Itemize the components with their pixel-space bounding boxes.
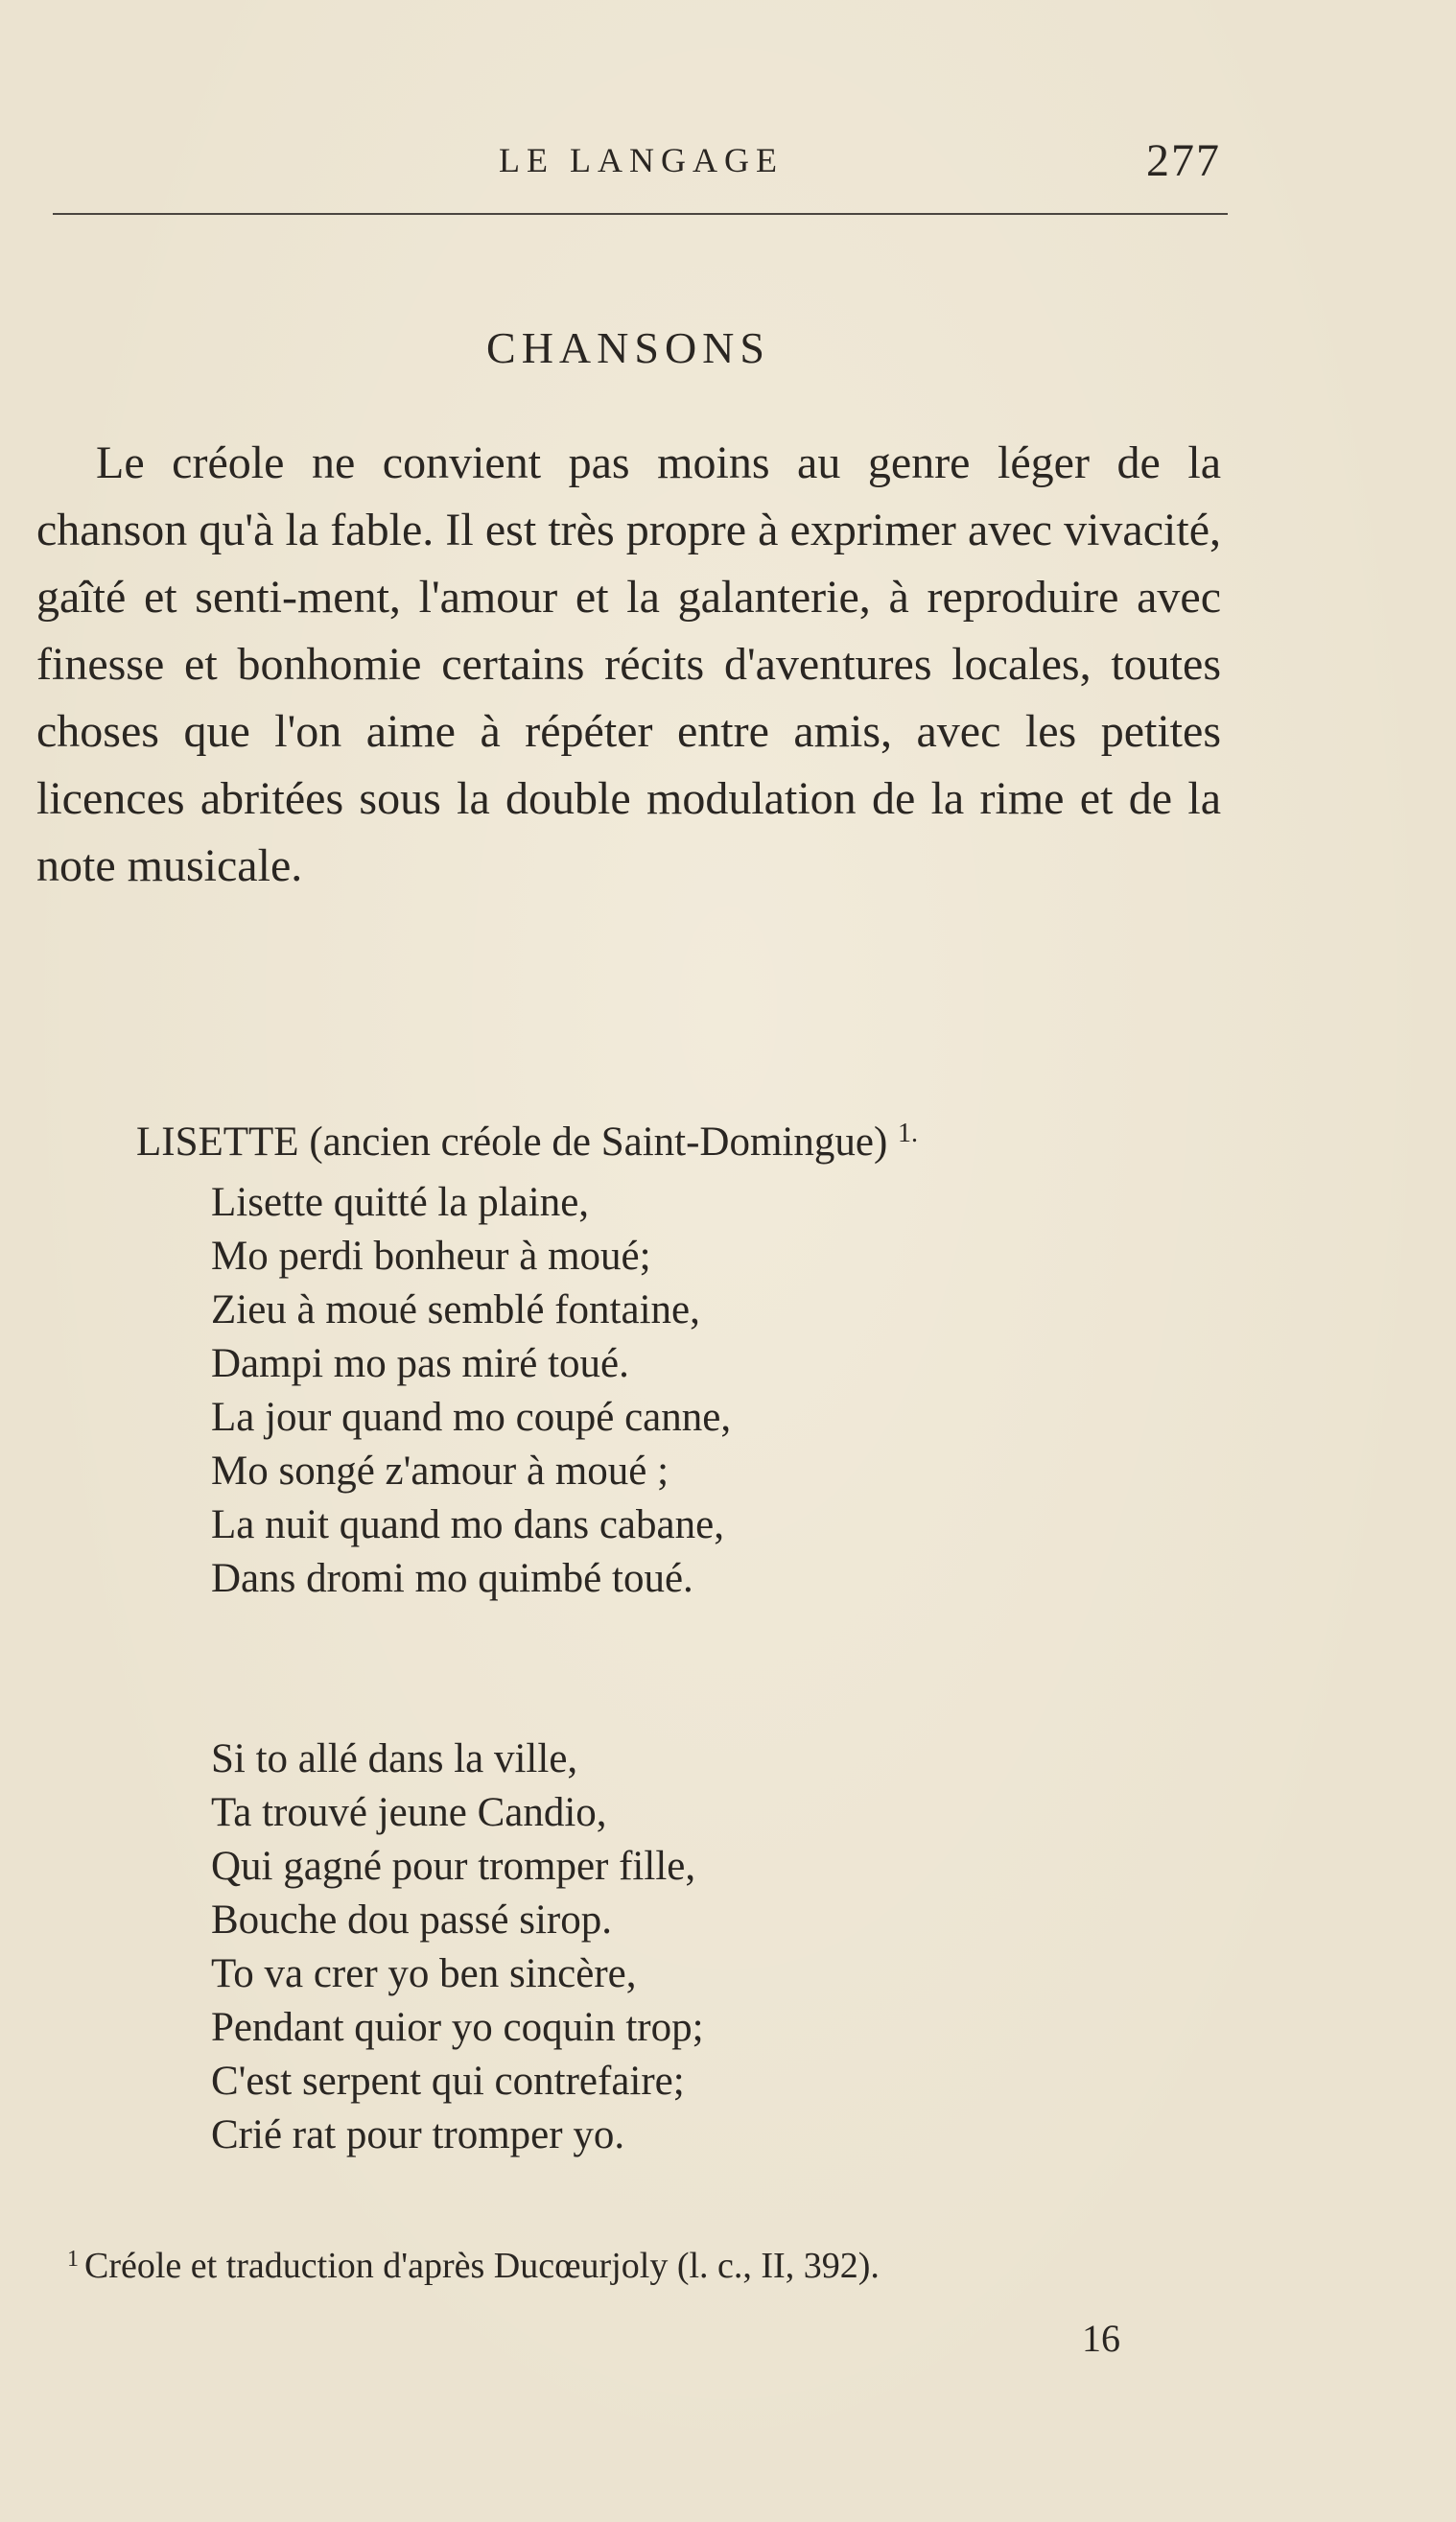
header-rule <box>53 213 1228 215</box>
footnote-mark: 1 <box>67 2247 79 2272</box>
intro-paragraph <box>36 430 1221 900</box>
verse-line: Mo songé z'amour à moué ; <box>211 1449 669 1494</box>
verse-line: Mo perdi bonheur à moué; <box>211 1234 651 1279</box>
stanza-2 <box>211 1732 704 2162</box>
intro-text: Le créole ne convient pas moins au genre léger de la chanson qu'à la fable. Il est très propre à exprimer avec vivacité, gaîté et senti-ment, l'amour et la galanterie, à reproduire avec finesse et bonhomie certains récits d'aventures locales, toutes choses que l'on aime à répéter entre amis, avec les petites licences abritées sous la double modulation de la rime et de la note musicale. <box>36 437 1221 891</box>
running-title: LE LANGAGE <box>499 141 784 179</box>
verse-line: La jour quand mo coupé canne, <box>211 1395 732 1440</box>
verse-line: La nuit quand mo dans cabane, <box>211 1502 724 1547</box>
verse-line: Dans dromi mo quimbé toué. <box>211 1556 693 1601</box>
verse-line: Bouche dou passé sirop. <box>211 1897 612 1943</box>
stanza-1 <box>211 1176 731 1606</box>
verse-line: Si to allé dans la ville, <box>211 1736 578 1781</box>
verse-line: Ta trouvé jeune Candio, <box>211 1790 607 1835</box>
verse-line: Lisette quitté la plaine, <box>211 1180 590 1225</box>
footnote-reference: 1. <box>898 1119 919 1148</box>
verse-line: To va crer yo ben sincère, <box>211 1951 637 1996</box>
verse-line: Dampi mo pas miré toué. <box>211 1341 629 1386</box>
section-title: CHANSONS <box>486 323 770 372</box>
verse-line: Crié rat pour tromper yo. <box>211 2112 625 2157</box>
verse-line: Qui gagné pour tromper fille, <box>211 1844 696 1889</box>
signature-mark: 16 <box>1082 2317 1120 2360</box>
running-head <box>0 134 1456 192</box>
verse-line: C'est serpent qui contrefaire; <box>211 2059 685 2104</box>
verse-line: Pendant quior yo coquin trop; <box>211 2005 704 2050</box>
page-number: 277 <box>1146 135 1221 186</box>
poem-title: LISETTE (ancien créole de Saint-Domingue) <box>136 1120 888 1165</box>
footnote-text: Créole et traduction d'après Ducœurjoly (l. c., II, 392). <box>84 2246 880 2286</box>
footnote <box>67 2245 880 2287</box>
verse-line: Zieu à moué semblé fontaine, <box>211 1287 700 1332</box>
poem-heading <box>136 1119 918 1166</box>
